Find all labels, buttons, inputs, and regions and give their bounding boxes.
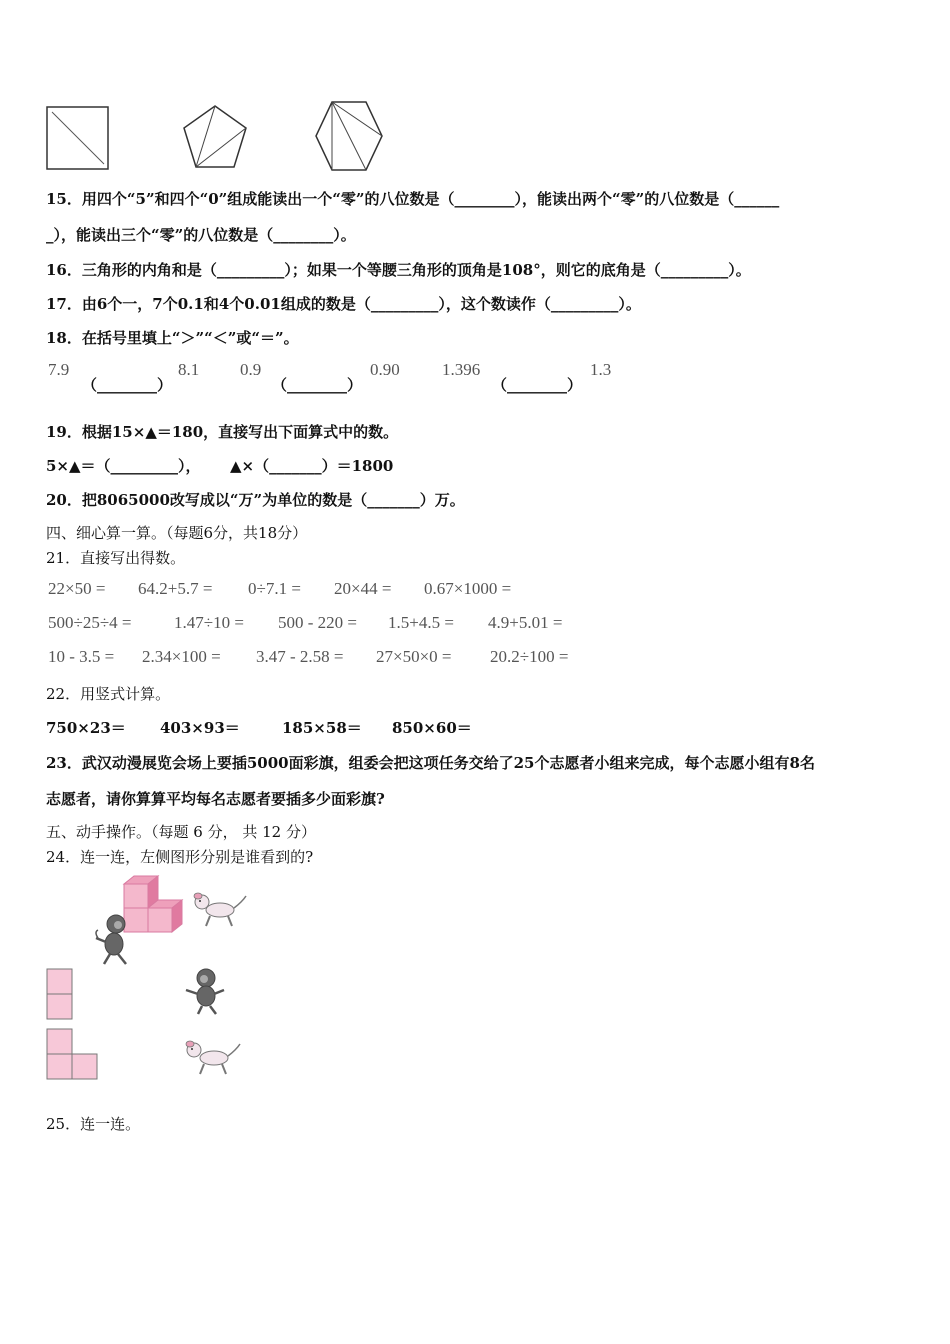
q22-title: 22．用竖式计算。 (46, 685, 171, 703)
q17: 17．由6个一，7个0.1和4个0.01组成的数是（_________），这个数读作（_________）。 (46, 295, 641, 313)
q18-left-3: 1.396 (442, 360, 481, 379)
q18-blank-2: （________） (272, 376, 363, 394)
q18-left-1: 7.9 (48, 360, 70, 379)
q19-line1: 5×▲＝（_________）， (46, 457, 201, 475)
q21-r3-c3: 3.47 - 2.58 = (256, 647, 344, 666)
q21-r3-c2: 2.34×100 = (142, 647, 221, 666)
q24-title: 24．连一连，左侧图形分别是谁看到的? (46, 848, 314, 866)
section4-title: 四、细心算一算。（每题6分，共18分） (46, 524, 308, 542)
q16: 16．三角形的内角和是（_________）；如果一个等腰三角形的顶角是108°，则它的底角是（_________）。 (46, 261, 751, 279)
hexagon-figure (314, 100, 384, 172)
q21-r3-c1: 10 - 3.5 = (48, 647, 115, 666)
q21-r2-c5: 4.9+5.01 = (488, 613, 563, 632)
q21-r2-c3: 500 - 220 = (278, 613, 357, 632)
q21-r3-c4: 27×50×0 = (376, 647, 452, 666)
q22-item-2: 403×93＝ (160, 719, 240, 737)
q18-title: 18．在括号里填上“＞”“＜”或“＝”。 (46, 329, 299, 347)
monkey-icon-2 (182, 966, 228, 1016)
q21-r3-c5: 20.2÷100 = (490, 647, 569, 666)
q18-blank-3: （________） (492, 376, 583, 394)
view-two-stacked (46, 968, 74, 1022)
q18-right-3: 1.3 (590, 360, 612, 379)
monkey-icon (92, 912, 136, 966)
q21-title: 21．直接写出得数。 (46, 549, 186, 567)
section5-title: 五、动手操作。（每题 6 分， 共 12 分） (46, 823, 316, 841)
q25-title: 25．连一连。 (46, 1115, 141, 1133)
q22-item-3: 185×58＝ (282, 719, 362, 737)
q18-right-1: 8.1 (178, 360, 200, 379)
q21-r1-c1: 22×50 = (48, 579, 106, 598)
q22-item-4: 850×60＝ (392, 719, 472, 737)
q15-line1: 15．用四个“5”和四个“0”组成能读出一个“零”的八位数是（________），能读出两个“零”的八位数是（______ (46, 190, 780, 208)
q23-line1: 23．武汉动漫展览会场上要插5000面彩旗，组委会把这项任务交给了25个志愿者小组来完成，每个志愿小组有8名 (46, 754, 815, 772)
q21-r1-c5: 0.67×1000 = (424, 579, 512, 598)
view-l-shape (46, 1028, 100, 1082)
q22-item-1: 750×23＝ (46, 719, 126, 737)
dog-icon (188, 888, 248, 932)
q21-r2-c1: 500÷25÷4 = (48, 613, 132, 632)
pentagon-figure (182, 104, 248, 170)
q18-right-2: 0.90 (370, 360, 400, 379)
q20: 20．把8065000改写成以“万”为单位的数是（_______）万。 (46, 491, 465, 509)
q19-title: 19．根据15×▲＝180，直接写出下面算式中的数。 (46, 423, 399, 441)
dog-icon-2 (180, 1036, 242, 1080)
q18-left-2: 0.9 (240, 360, 262, 379)
q21-r1-c2: 64.2+5.7 = (138, 579, 213, 598)
q18-blank-1: （________） (82, 376, 173, 394)
q15-line2: _），能读出三个“零”的八位数是（________）。 (46, 226, 356, 244)
q21-r1-c4: 20×44 = (334, 579, 392, 598)
q21-r2-c4: 1.5+4.5 = (388, 613, 454, 632)
q21-r1-c3: 0÷7.1 = (248, 579, 301, 598)
q21-r2-c2: 1.47÷10 = (174, 613, 244, 632)
q23-line2: 志愿者，请你算算平均每名志愿者要插多少面彩旗? (46, 790, 385, 808)
square-figure (46, 106, 110, 172)
q19-line2: ▲×（_______）＝1800 (230, 457, 394, 475)
